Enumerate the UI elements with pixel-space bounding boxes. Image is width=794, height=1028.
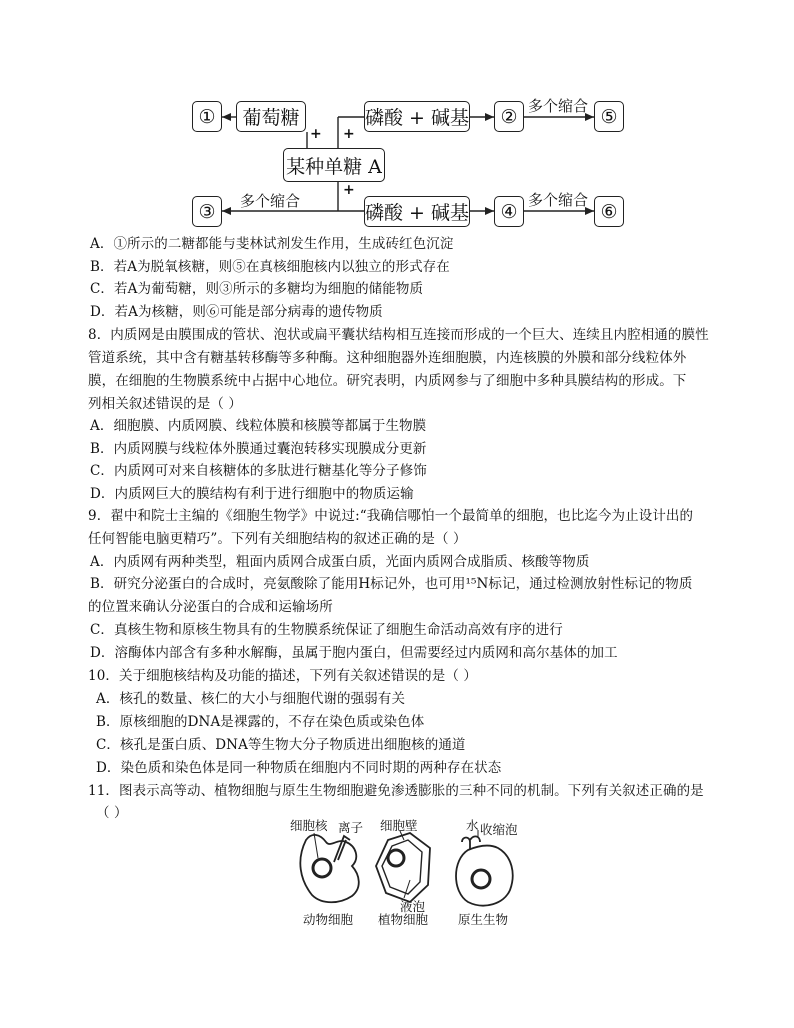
q9-stem-line-1: 9．翟中和院士主编的《细胞生物学》中说过:“我确信哪怕一个最简单的细胞，也比迄今为止设计出的 [88, 508, 694, 524]
plus-sign-3: + [343, 182, 355, 198]
box-5: ⑤ [594, 101, 624, 132]
q9-option-c: C．真核生物和原核生物具有的生物膜系统保证了细胞生命活动高效有序的进行 [90, 622, 563, 638]
animal-cell-leader [314, 833, 318, 858]
q8-stem-line-3: 膜，在细胞的生物膜系统中占据中心地位。研究表明，内质网参与了细胞中多种具膜结构的形成。下 [88, 373, 687, 389]
glucose-box: 葡萄糖 [236, 101, 306, 132]
animal-cell-drawing [300, 835, 358, 902]
q8-stem-line-4: 列相关叙述错误的是（ ） [88, 396, 242, 412]
plant-cell-drawing [376, 833, 430, 902]
box-1: ① [192, 101, 222, 132]
label-animal-cell: 动物细胞 [303, 912, 354, 927]
phosphate-base-box-top: 磷酸 + 碱基 [364, 101, 470, 132]
q10-option-a: A．核孔的数量、核仁的大小与细胞代谢的强弱有关 [96, 691, 406, 707]
condense-label-top: 多个缩合 [528, 97, 589, 115]
q8-option-d: D．内质网巨大的膜结构有利于进行细胞中的物质运输 [90, 486, 414, 502]
label-vacuole: 液泡 [400, 899, 426, 914]
box-6: ⑥ [594, 196, 624, 227]
q10-stem: 10．关于细胞核结构及功能的描述，下列有关叙述错误的是（ ） [88, 668, 477, 684]
q8-option-a: A．细胞膜、内质网膜、线粒体膜和核膜等都属于生物膜 [90, 418, 427, 434]
q11-stem-line-2: （ ） [96, 805, 128, 821]
q7-option-c: C．若A为葡萄糖，则③所示的多糖均为细胞的储能物质 [90, 281, 424, 297]
label-water: 水 [466, 818, 479, 833]
q7-option-a: A．①所示的二糖都能与斐林试剂发生作用，生成砖红色沉淀 [90, 236, 454, 252]
q9-option-b-cont: 的位置来确认分泌蛋白的合成和运输场所 [88, 599, 333, 615]
label-nucleus: 细胞核 [290, 818, 328, 833]
q8-stem-line-2: 管道系统，其中含有糖基转移酶等多种酶。这种细胞器外连细胞膜，内连核膜的外膜和部分线粒体外 [88, 350, 687, 366]
box-4: ④ [494, 196, 524, 227]
q8-option-b: B．内质网膜与线粒体外膜通过囊泡转移实现膜成分更新 [90, 441, 427, 457]
q9-option-b: B．研究分泌蛋白的合成时，亮氨酸除了能用H标记外，也可用¹⁵N标记，通过检测放射性标记的物质 [90, 576, 693, 592]
box-3: ③ [192, 196, 222, 227]
q9-option-d: D．溶酶体内部含有多种水解酶，虽属于胞内蛋白，但需要经过内质网和高尔基体的加工 [90, 645, 618, 661]
q8-option-c: C．内质网可对来自核糖体的多肽进行糖基化等分子修饰 [90, 463, 427, 479]
plus-sign-1: + [310, 126, 322, 142]
q11-stem-line-1: 11．图表示高等动、植物细胞与原生生物细胞避免渗透膨胀的三种不同的机制。下列有关叙述正确的是 [88, 783, 704, 799]
q10-option-d: D．染色质和染色体是同一种物质在细胞内不同时期的两种存在状态 [96, 760, 502, 776]
condense-label-left: 多个缩合 [240, 192, 301, 210]
q9-option-a: A．内质网有两种类型，粗面内质网合成蛋白质，光面内质网合成脂质、核酸等物质 [90, 554, 590, 570]
plus-sign-2: + [343, 126, 355, 142]
protist-drawing [456, 836, 513, 905]
q9-stem-line-2: 任何智能电脑更精巧”。下列有关细胞结构的叙述正确的是（ ） [88, 531, 467, 547]
q7-option-b: B．若A为脱氧核糖，则⑤在真核细胞核内以独立的形式存在 [90, 259, 450, 275]
q10-option-c: C．核孔是蛋白质、DNA等生物大分子物质进出细胞核的通道 [96, 737, 466, 753]
label-contractile-vacuole: 收缩泡 [480, 822, 518, 837]
label-plant-cell: 植物细胞 [378, 912, 429, 927]
q10-option-b: B．原核细胞的DNA是裸露的，不存在染色质或染色体 [96, 714, 425, 730]
label-cell-wall: 细胞壁 [380, 818, 418, 833]
q7-option-d: D．若A为核糖，则⑥可能是部分病毒的遗传物质 [90, 304, 383, 320]
phosphate-base-box-bottom: 磷酸 + 碱基 [364, 196, 470, 227]
label-protist: 原生生物 [458, 912, 509, 927]
box-2: ② [494, 101, 524, 132]
condense-label-bottom: 多个缩合 [528, 191, 589, 209]
label-ion: 离子 [338, 820, 364, 835]
monosaccharide-a-box: 某种单糖 A [283, 148, 385, 182]
q8-stem-line-1: 8．内质网是由膜围成的管状、泡状或扁平囊状结构相互连接而形成的一个巨大、连续且内腔相通的膜性 [88, 327, 709, 343]
